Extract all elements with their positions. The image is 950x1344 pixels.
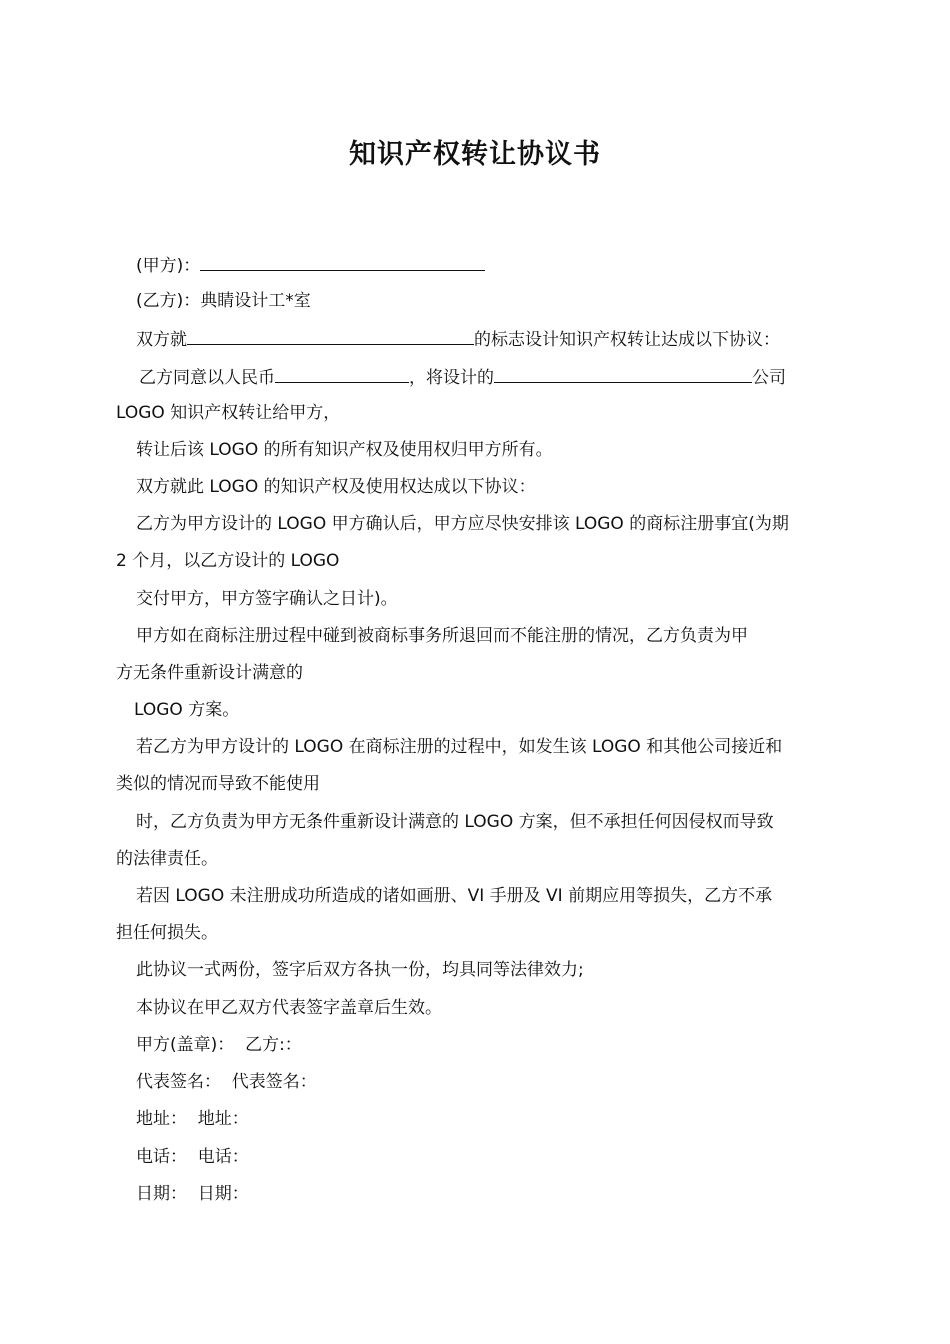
agree-prefix: 双方就 bbox=[136, 330, 187, 350]
sign-parties-line: 甲方(盖章)： 乙方:： bbox=[136, 1035, 302, 1055]
clause4-line-b: 担任何损失。 bbox=[116, 923, 218, 943]
sign-reps-line: 代表签名： 代表签名： bbox=[136, 1072, 317, 1092]
after-transfer-line: 转让后该 LOGO 的所有知识产权及使用权归甲方所有。 bbox=[136, 440, 553, 460]
clause1-line-c: 交付甲方，甲方签字确认之日计)。 bbox=[136, 589, 398, 609]
price-middle: ，将设计的 bbox=[409, 368, 494, 388]
logo-transfer-line: LOGO 知识产权转让给甲方， bbox=[116, 403, 341, 423]
copies-line: 此协议一式两份，签字后双方各执一份，均具同等法律效力; bbox=[136, 960, 584, 980]
price-prefix: 乙方同意以人民币 bbox=[139, 368, 275, 388]
party-a-blank bbox=[200, 252, 485, 271]
design-subject-blank bbox=[494, 364, 752, 383]
price-suffix: 公司 bbox=[752, 368, 786, 388]
price-blank bbox=[275, 364, 409, 383]
agreement-subject-line bbox=[136, 326, 780, 352]
sign-address-line: 地址： 地址： bbox=[136, 1109, 249, 1129]
clause3-line-d: 的法律责任。 bbox=[116, 849, 218, 869]
clause2-line-c: LOGO 方案。 bbox=[134, 700, 240, 720]
document-title: 知识产权转让协议书 bbox=[349, 139, 601, 170]
clause3-line-b: 类似的情况而导致不能使用 bbox=[116, 774, 320, 794]
clause2-line-b: 方无条件重新设计满意的 bbox=[116, 663, 303, 683]
party-a-line bbox=[136, 252, 485, 278]
clause3-line-a: 若乙方为甲方设计的 LOGO 在商标注册的过程中，如发生该 LOGO 和其他公司接近和 bbox=[136, 737, 783, 757]
party-a-label: (甲方)： bbox=[136, 256, 201, 276]
clause1-line-a: 乙方为甲方设计的 LOGO 甲方确认后，甲方应尽快安排该 LOGO 的商标注册事宜(为期 bbox=[136, 514, 789, 534]
agree-suffix: 的标志设计知识产权转让达成以下协议： bbox=[474, 330, 780, 350]
price-line bbox=[139, 364, 786, 390]
agreement-intro-line: 双方就此 LOGO 的知识产权及使用权达成以下协议： bbox=[136, 477, 536, 497]
sign-phone-line: 电话： 电话： bbox=[136, 1147, 249, 1167]
sign-date-line: 日期： 日期： bbox=[136, 1184, 249, 1204]
agreement-subject-blank bbox=[187, 326, 474, 345]
clause2-line-a: 甲方如在商标注册过程中碰到被商标事务所退回而不能注册的情况，乙方负责为甲 bbox=[136, 626, 748, 646]
clause1-line-b: 2 个月，以乙方设计的 LOGO bbox=[116, 551, 340, 571]
clause3-line-c: 时，乙方负责为甲方无条件重新设计满意的 LOGO 方案，但不承担任何因侵权而导致 bbox=[136, 812, 774, 832]
effective-line: 本协议在甲乙双方代表签字盖章后生效。 bbox=[136, 998, 442, 1018]
clause4-line-a: 若因 LOGO 未注册成功所造成的诸如画册、VI 手册及 VI 前期应用等损失，乙方不承 bbox=[136, 886, 773, 906]
party-b-line: (乙方)：典睛设计工*室 bbox=[136, 291, 311, 311]
